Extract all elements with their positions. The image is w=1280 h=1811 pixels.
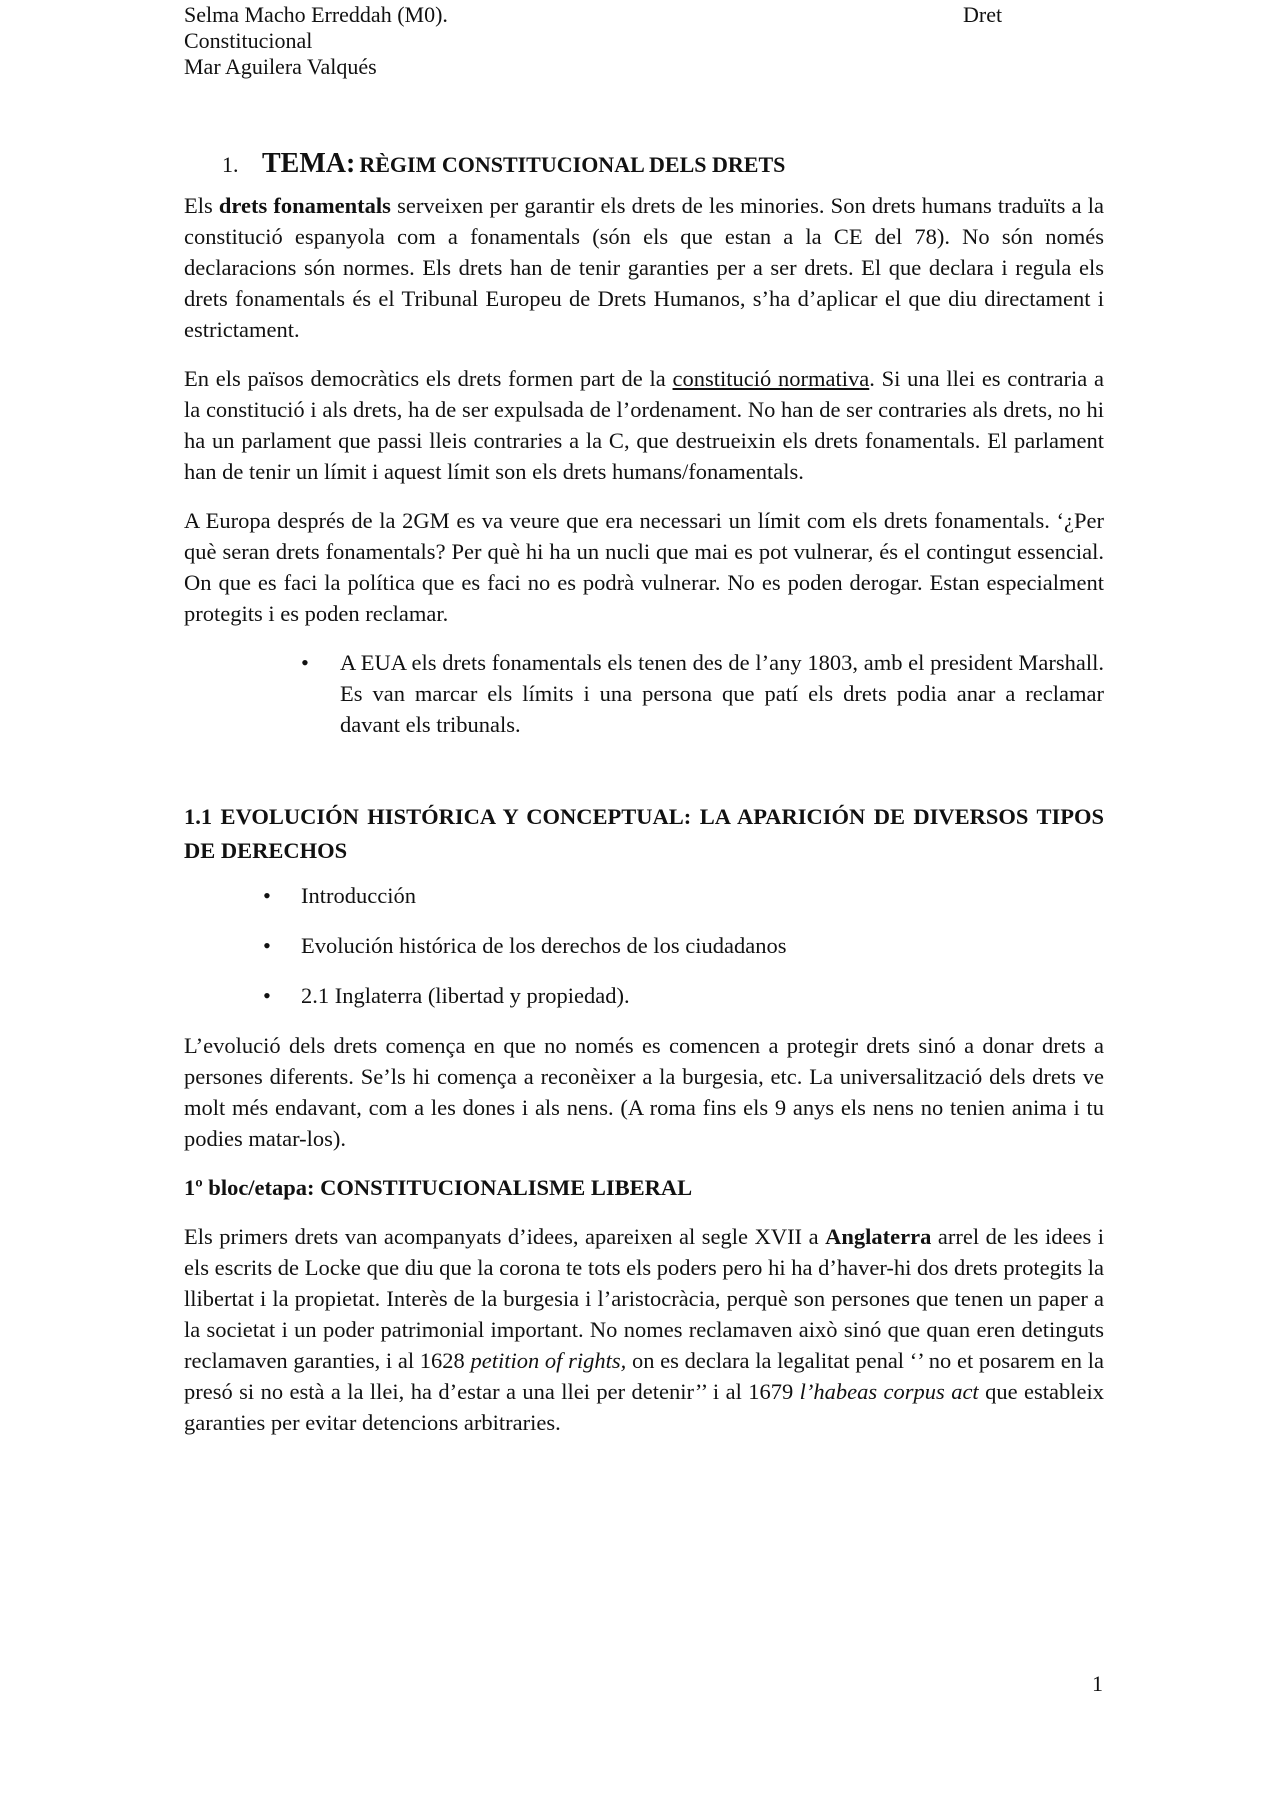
text-run: Els	[184, 193, 219, 218]
paragraph-evolucio: L’evolució dels drets comença en que no només es comencen a protegir drets sinó a donar drets a persones diferents. Se’ls hi comença a reconèixer a la burgesia, etc. La universalització dels drets ve molt més endavant, com a les dones i als nens. (A roma fins els 9 anys els nens no tenien anima i tu podies matar-los).	[184, 1033, 1104, 1151]
list-item	[184, 647, 1104, 740]
paragraph-anglaterra	[184, 1221, 1104, 1438]
header-teacher: Mar Aguilera Valqués	[184, 54, 377, 79]
paragraph-europa: A Europa després de la 2GM es va veure que era necessari un límit com els drets fonamentals. ‘¿Per què seran drets fonamentals? Per què hi ha un nucli que mai es pot vulnerar, és el contingut essencial. On que es faci la política que es faci no es podrà vulnerar. No es poden derogar. Estan especialment protegits i es poden reclamar.	[184, 508, 1104, 626]
bullet-icon: •	[301, 650, 309, 675]
subsection-heading: 1º bloc/etapa: CONSTITUCIONALISME LIBERAL	[184, 1175, 693, 1200]
list-item	[184, 930, 1104, 961]
title-number: 1.	[222, 152, 239, 177]
list-item-text: Introducción	[301, 883, 416, 908]
text-run: arrel de les idees i els escrits de Locke que diu que la corona te tots els poders pero hi ha d’haver-hi dos drets protegits la llibertat i la propietat. Interès de la burgesia i l’aristocràcia, perquè son persones que tenen un paper a la societat i un poder patrimonial important. No nomes reclamaven això sinó que quan eren detinguts reclamaven garanties, i al 1628	[184, 1224, 1105, 1373]
text-run: serveixen per garantir els drets de les minories. Son drets humans traduïts a la constitució espanyola com a fonamentals (són els que estan a la CE del 78). No són només declaracions són normes. Els drets han de tenir garanties per a ser drets. El que declara i regula els drets fonamentals és el Tribunal Europeu de Drets Humanos, s’ha d’aplicar el que diu directament i estrictament.	[184, 193, 1104, 342]
list-item-text: 2.1 Inglaterra (libertad y propiedad).	[301, 983, 630, 1008]
title-text: RÈGIM CONSTITUCIONAL DELS DRETS	[359, 152, 786, 177]
text-run: on es declara la legalitat penal ‘’ no et posarem en la presó si no està a la llei, ha d’estar a una llei per detenir’’ i al 1679	[184, 1348, 1104, 1404]
bold-term: Anglaterra	[825, 1224, 932, 1249]
section-heading: 1.1 EVOLUCIÓN HISTÓRICA Y CONCEPTUAL: LA APARICIÓN DE DIVERSOS TIPOS DE DERECHOS	[184, 804, 1104, 863]
bold-term: drets fonamentals	[218, 193, 391, 218]
title-word: TEMA:	[262, 148, 356, 179]
list-item	[184, 980, 1104, 1011]
list-item	[184, 880, 1104, 911]
header-subject-continued: Constitucional	[184, 28, 313, 53]
list-item-text: A EUA els drets fonamentals els tenen des de l’any 1803, amb el president Marshall. Es van marcar els límits i una persona que patí els drets podia anar a reclamar davant els tribunals.	[340, 650, 1104, 737]
italic-term: l’habeas corpus act	[799, 1379, 979, 1404]
header-author: Selma Macho Erreddah (M0).	[184, 2, 448, 27]
bullet-icon: •	[263, 933, 271, 958]
page-number: 1	[1092, 1671, 1103, 1696]
bullet-icon: •	[263, 883, 271, 908]
underlined-term: constitució normativa	[672, 366, 870, 391]
text-run: En els països democràtics els drets formen part de la	[184, 366, 673, 391]
page-title	[222, 148, 1104, 190]
document-body	[184, 148, 1104, 1456]
list-item-text: Evolución histórica de los derechos de los ciudadanos	[301, 933, 787, 958]
bullet-icon: •	[263, 983, 271, 1008]
paragraph-constitucio-normativa	[184, 363, 1104, 487]
text-run: Els primers drets van acompanyats d’idees, apareixen al segle XVII a	[184, 1224, 826, 1249]
paragraph-drets-fonamentals	[184, 190, 1104, 345]
text-run: . Si una llei es contraria a la constitució i als drets, ha de ser expulsada de l’ordenament. No han de ser contraries als drets, no hi ha un parlament que passi lleis contraries a la C, que destrueixin els drets fonamentals. El parlament han de tenir un límit i aquest límit son els drets humans/fonamentals.	[184, 366, 1104, 484]
text-run: que estableix garanties per evitar detencions arbitraries.	[184, 1379, 1104, 1435]
italic-term: petition of rights,	[470, 1348, 627, 1373]
header-subject: Dret	[963, 2, 1003, 27]
